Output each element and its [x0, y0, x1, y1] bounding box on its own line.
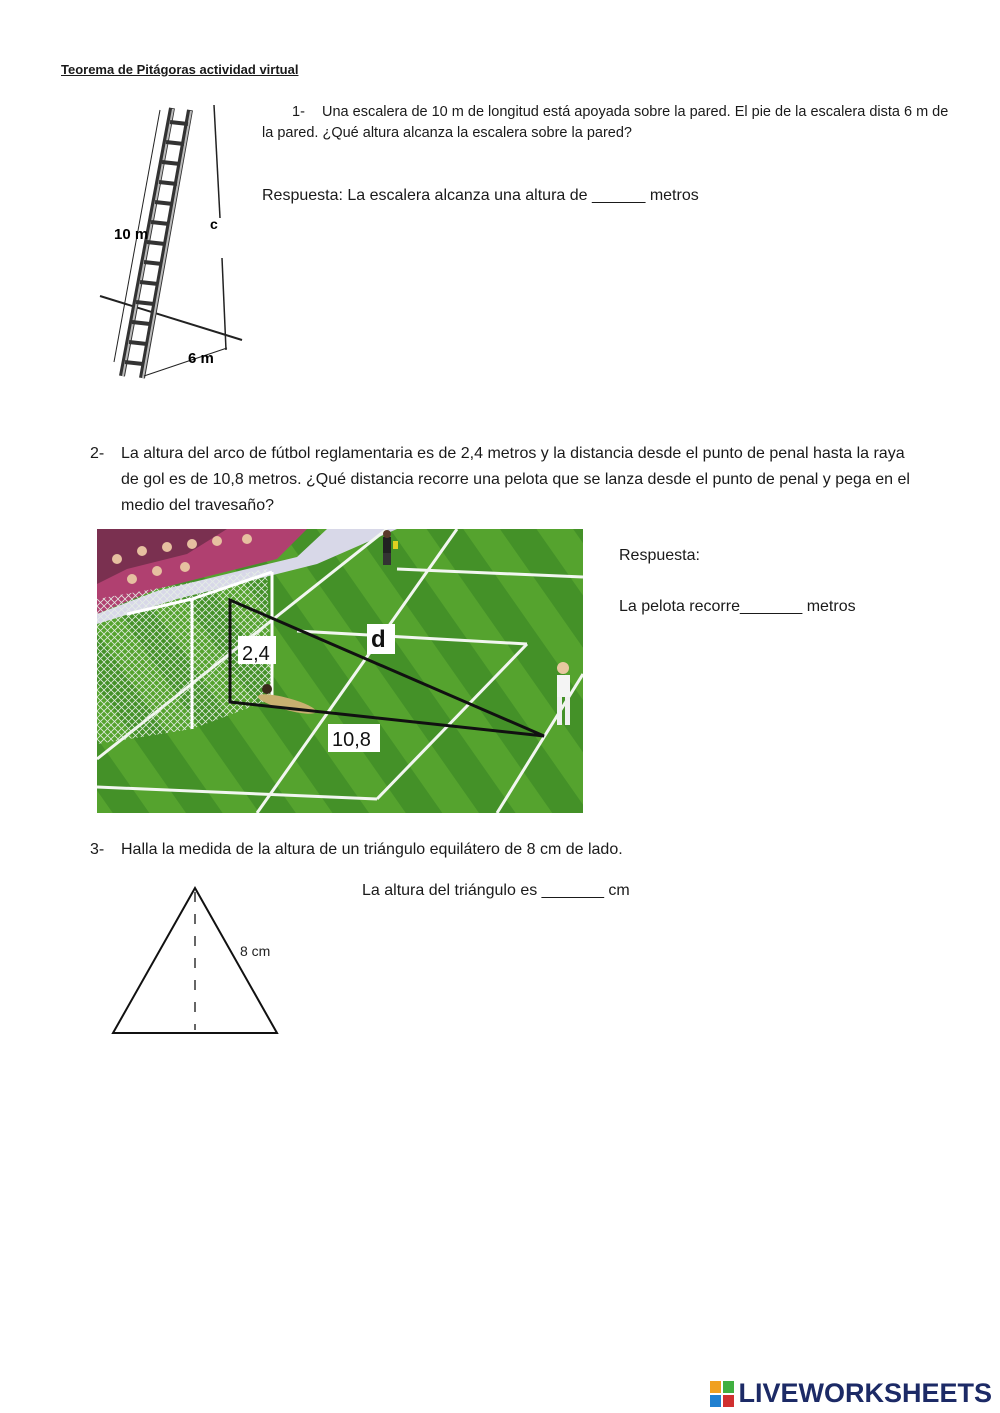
soccer-penalty-figure	[97, 529, 583, 813]
liveworksheets-logo-icon	[710, 1381, 734, 1407]
goal-height-label: 2,4	[242, 643, 270, 665]
question-1-answer: Respuesta: La escalera alcanza una altura de ______ metros	[262, 187, 699, 204]
page-title: Teorema de Pitágoras actividad virtual	[61, 62, 299, 77]
penalty-distance-label: 10,8	[332, 729, 371, 751]
equilateral-triangle-figure	[105, 880, 290, 1040]
question-2-number: 2-	[90, 445, 105, 462]
question-2	[90, 441, 920, 519]
ladder-base-label: 6 m	[188, 350, 214, 367]
distance-d-label: d	[371, 626, 386, 653]
question-3-number: 3-	[90, 841, 105, 858]
question-2-text: La altura del arco de fútbol reglamentaria es de 2,4 metros y la distancia desde el punto de penal hasta la raya de gol es de 10,8 metros. ¿Qué distancia recorre una pelota que se lanza desde el punto de penal y pega en el medio del travesaño?	[121, 445, 910, 514]
ladder-figure	[92, 100, 252, 390]
question-3-answer: La altura del triángulo es _______ cm	[362, 882, 630, 899]
question-1-text: Una escalera de 10 m de longitud está apoyada sobre la pared. El pie de la escalera dista 6 m de la pared. ¿Qué altura alcanza la escalera sobre la pared?	[262, 104, 949, 141]
liveworksheets-brand: LIVEWORKSHEETS	[738, 1378, 992, 1408]
liveworksheets-logo	[710, 1378, 992, 1409]
question-3	[90, 838, 920, 862]
ladder-hyp-label: 10 m	[114, 226, 149, 243]
question-1-number: 1-	[292, 104, 305, 120]
question-3-text: Halla la medida de la altura de un triángulo equilátero de 8 cm de lado.	[121, 841, 623, 858]
question-2-answer-heading: Respuesta:	[619, 547, 700, 564]
question-2-answer: La pelota recorre_______ metros	[619, 598, 856, 615]
question-1	[262, 102, 952, 144]
ladder-height-label: c	[210, 216, 218, 232]
triangle-side-label: 8 cm	[240, 943, 271, 959]
